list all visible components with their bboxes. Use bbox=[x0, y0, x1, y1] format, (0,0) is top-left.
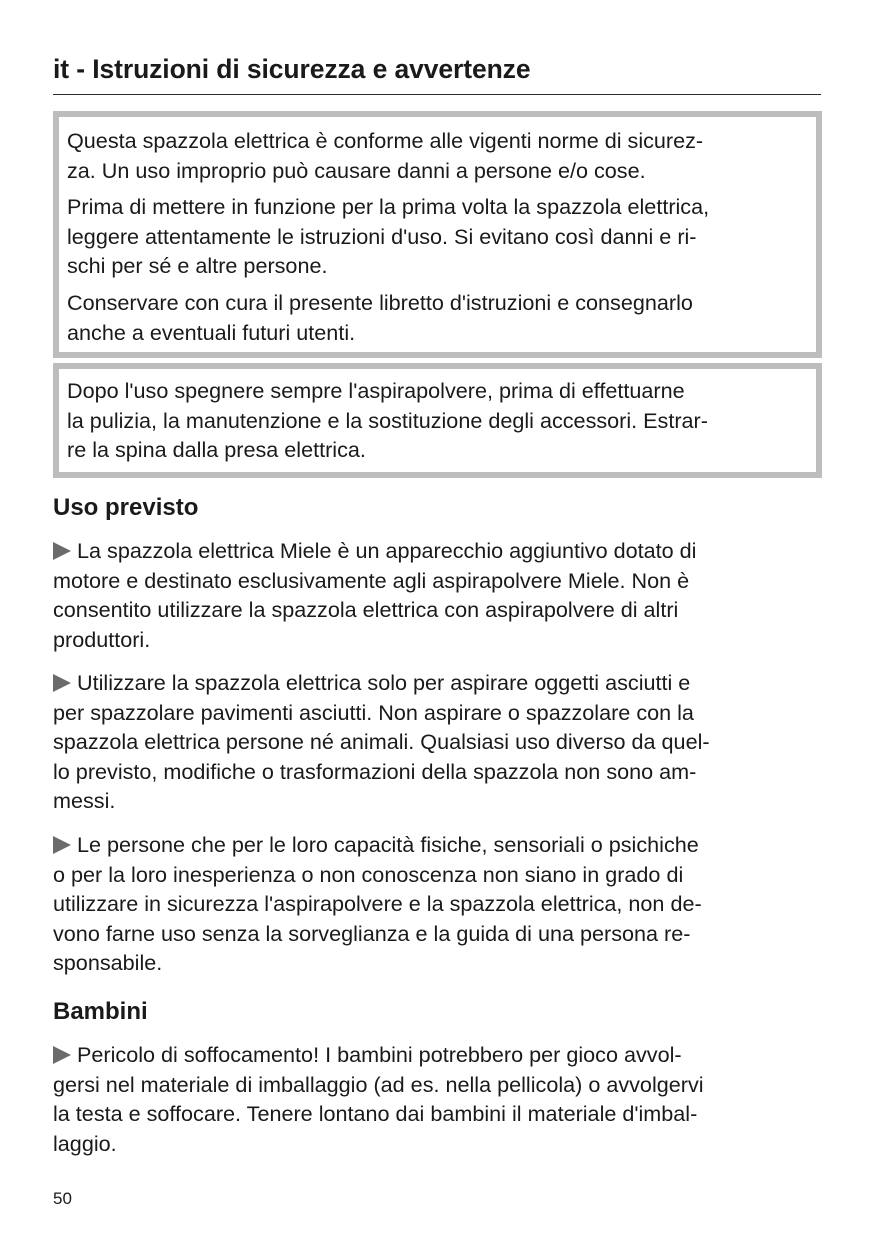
bullet-item: Pericolo di soffocamento! I bambini potrebbero per gioco avvol- gersi nel materiale di imballaggio (ad es. nella pellicola) o avvolgervi la testa e soffocare. Tenere lontano dai bambini il materiale d'imbal- laggio. bbox=[53, 1042, 704, 1156]
page-header bbox=[53, 50, 821, 95]
bullet-item: La spazzola elettrica Miele è un apparecchio aggiuntivo dotato di motore e destinato esclusivamente agli aspirapolvere Miele. Non è consentito utilizzare la spazzola elettrica con aspirapolvere di altri produttori. bbox=[53, 538, 697, 652]
triangle-bullet-icon bbox=[53, 542, 71, 560]
notice-paragraph: Questa spazzola elettrica è conforme alle vigenti norme di sicurez- za. Un uso improprio può causare danni a persone e/o cose. bbox=[67, 128, 704, 183]
triangle-bullet-icon bbox=[53, 836, 71, 854]
page-title: it - Istruzioni di sicurezza e avvertenze bbox=[53, 54, 531, 84]
notice-paragraph: Conservare con cura il presente libretto d'istruzioni e consegnarlo anche a eventuali futuri utenti. bbox=[67, 290, 693, 345]
page-number: 50 bbox=[53, 1189, 72, 1208]
notice-paragraph: Dopo l'uso spegnere sempre l'aspirapolvere, prima di effettuarne la pulizia, la manutenzione e la sostituzione degli accessori. Estrar- re la spina dalla presa elettrica. bbox=[67, 378, 708, 462]
triangle-bullet-icon bbox=[53, 1046, 71, 1064]
section-heading-bambini: Bambini bbox=[53, 998, 148, 1025]
notice-paragraph: Prima di mettere in funzione per la prima volta la spazzola elettrica, leggere attentamente le istruzioni d'uso. Si evitano così danni e ri- schi per sé e altre persone. bbox=[67, 194, 710, 278]
bullet-item: Utilizzare la spazzola elettrica solo per aspirare oggetti asciutti e per spazzolare pavimenti asciutti. Non aspirare o spazzolare con la spazzola elettrica persone né animali. Qualsiasi uso diverso da quel- lo previsto, modifiche o trasformazioni della spazzola non sono am- messi. bbox=[53, 670, 710, 813]
triangle-bullet-icon bbox=[53, 674, 71, 692]
safety-notice-box bbox=[53, 111, 822, 358]
section-heading-uso-previsto: Uso previsto bbox=[53, 494, 199, 521]
bullet-item: Le persone che per le loro capacità fisiche, sensoriali o psichiche o per la loro inesperienza o non conoscenza non siano in grado di utilizzare in sicurezza l'aspirapolvere e la spazzola elettrica, non de- vono farne uso senza la sorveglianza e la guida di una persona re- sponsabile. bbox=[53, 832, 702, 975]
cleaning-notice-box bbox=[53, 363, 822, 478]
